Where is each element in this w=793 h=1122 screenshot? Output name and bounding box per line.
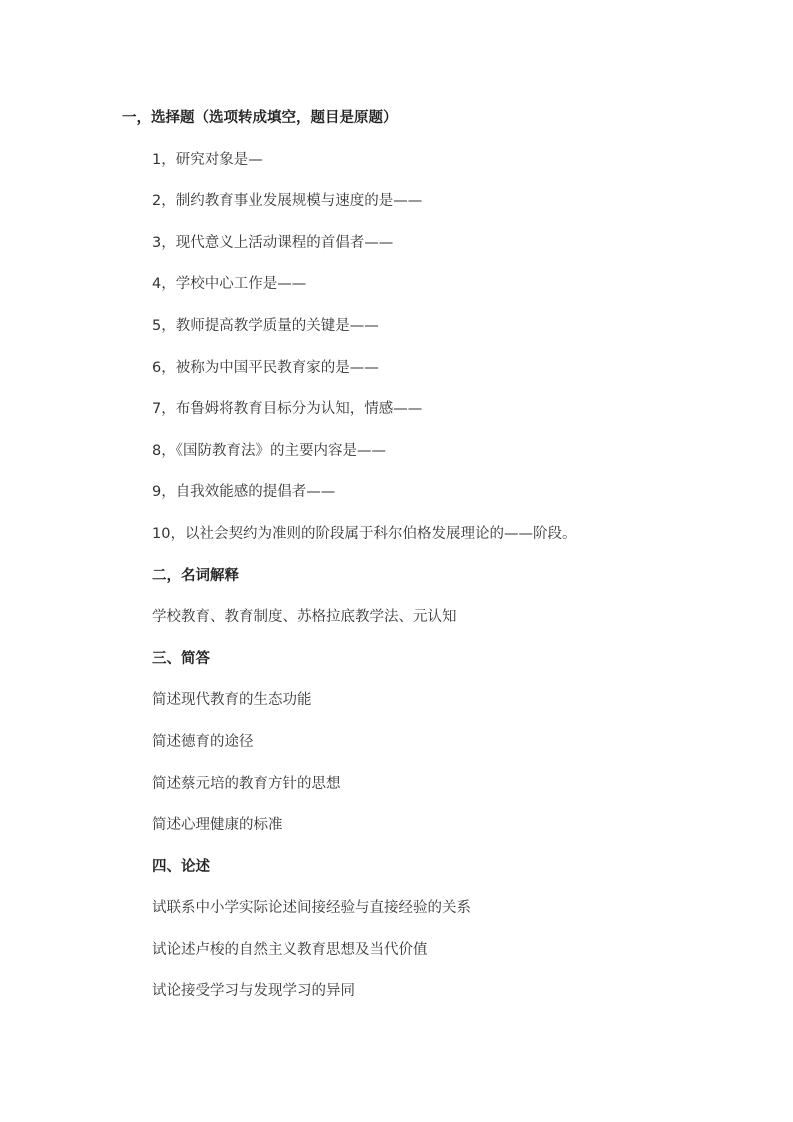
section-heading: 三、简答 bbox=[152, 650, 210, 667]
question-item: 10，以社会契约为准则的阶段属于科尔伯格发展理论的——阶段。 bbox=[152, 525, 577, 542]
section-heading: 四、论述 bbox=[152, 858, 210, 875]
question-item: 试论接受学习与发现学习的异同 bbox=[152, 983, 355, 1000]
document-body bbox=[0, 107, 793, 1022]
question-item: 6，被称为中国平民教育家的是—— bbox=[152, 359, 379, 376]
question-item: 2，制约教育事业发展规模与速度的是—— bbox=[152, 193, 423, 210]
question-item: 8，《国防教育法》的主要内容是—— bbox=[152, 442, 386, 459]
question-item: 3，现代意义上活动课程的首倡者—— bbox=[152, 234, 394, 251]
question-item: 简述德育的途径 bbox=[152, 733, 254, 750]
question-item: 学校教育、教育制度、苏格拉底教学法、元认知 bbox=[152, 609, 457, 626]
question-item: 5，教师提高教学质量的关键是—— bbox=[152, 317, 379, 334]
section-heading: 一，选择题（选项转成填空，题目是原题） bbox=[122, 110, 398, 126]
question-item: 1，研究对象是— bbox=[152, 151, 263, 168]
question-item: 4，学校中心工作是—— bbox=[152, 276, 307, 293]
question-item: 简述现代教育的生态功能 bbox=[152, 692, 312, 709]
section-heading: 二，名词解释 bbox=[152, 567, 239, 584]
question-item: 7，布鲁姆将教育目标分为认知，情感—— bbox=[152, 401, 423, 418]
question-item: 9，自我效能感的提倡者—— bbox=[152, 484, 336, 501]
question-item: 试论述卢梭的自然主义教育思想及当代价值 bbox=[152, 941, 428, 958]
question-item: 试联系中小学实际论述间接经验与直接经验的关系 bbox=[152, 900, 471, 917]
question-item: 简述蔡元培的教育方针的思想 bbox=[152, 775, 341, 792]
question-item: 简述心理健康的标准 bbox=[152, 817, 283, 834]
